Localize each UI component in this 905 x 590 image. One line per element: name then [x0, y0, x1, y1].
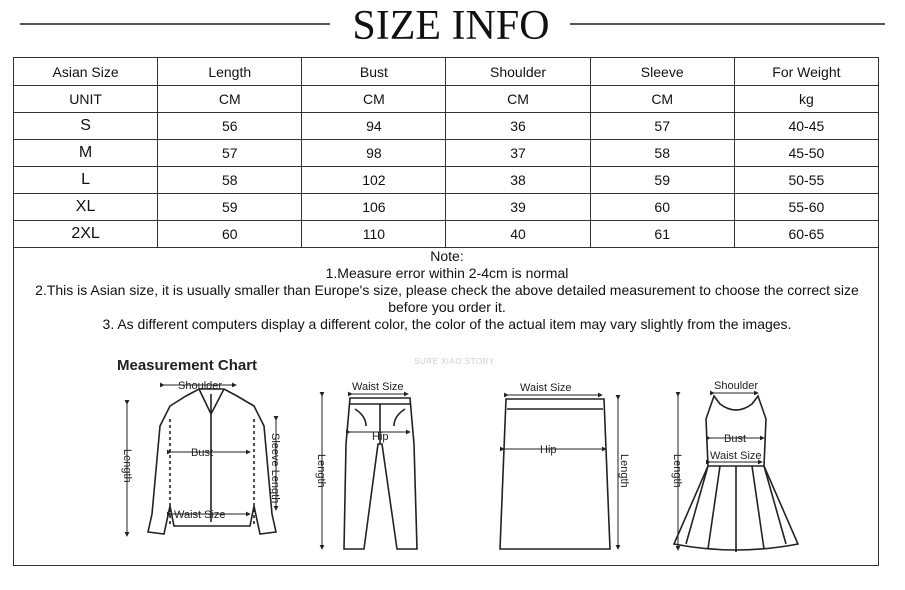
header-cell: Asian Size	[14, 58, 158, 86]
table-cell: 59	[158, 194, 302, 221]
table-cell: 60-65	[734, 221, 878, 248]
shirt-length-label: Length	[121, 449, 133, 483]
header-cell: Shoulder	[446, 58, 590, 86]
table-cell: 55-60	[734, 194, 878, 221]
pants-diagram	[344, 398, 417, 549]
table-cell: 60	[590, 194, 734, 221]
watermark: SURE XIAO STORY	[414, 357, 495, 366]
header-cell: For Weight	[734, 58, 878, 86]
table-cell: 94	[302, 113, 446, 140]
size-cell: M	[14, 140, 158, 167]
unit-cell: UNIT	[14, 86, 158, 113]
table-cell: 59	[590, 167, 734, 194]
table-cell: 102	[302, 167, 446, 194]
table-cell: 40	[446, 221, 590, 248]
table-cell: 98	[302, 140, 446, 167]
unit-cell: CM	[446, 86, 590, 113]
measurement-diagrams	[14, 244, 878, 564]
table-row	[14, 140, 879, 167]
size-table	[13, 57, 879, 248]
table-row	[14, 113, 879, 140]
unit-row	[14, 86, 879, 113]
skirt-diagram	[500, 399, 610, 549]
shirt-shoulder-label: Shoulder	[178, 380, 223, 392]
unit-cell: kg	[734, 86, 878, 113]
size-cell: 2XL	[14, 221, 158, 248]
dress-shoulder-label: Shoulder	[714, 380, 759, 392]
unit-cell: CM	[158, 86, 302, 113]
table-cell: 110	[302, 221, 446, 248]
table-cell: 58	[158, 167, 302, 194]
shirt-waist-label: Waist Size	[174, 509, 226, 521]
size-cell: S	[14, 113, 158, 140]
pants-waist-label: Waist Size	[352, 381, 404, 393]
unit-cell: CM	[590, 86, 734, 113]
measurement-chart-title: Measurement Chart	[117, 357, 258, 374]
table-cell: 61	[590, 221, 734, 248]
pants-hip-label: Hip	[372, 431, 389, 443]
shirt-sleeve-label: Sleeve Length	[269, 433, 281, 504]
dress-bust-label: Bust	[724, 433, 747, 445]
dress-length-label: Length	[671, 454, 683, 488]
table-cell: 57	[158, 140, 302, 167]
table-row	[14, 167, 879, 194]
table-cell: 56	[158, 113, 302, 140]
table-cell: 50-55	[734, 167, 878, 194]
skirt-waist-label: Waist Size	[520, 382, 572, 394]
header-cell: Length	[158, 58, 302, 86]
skirt-measure-lines	[504, 395, 618, 549]
table-row	[14, 194, 879, 221]
size-cell: XL	[14, 194, 158, 221]
title-divider-right	[570, 23, 885, 25]
page-title: SIZE INFO	[352, 3, 550, 49]
notes-panel	[13, 244, 879, 566]
header-row	[14, 58, 879, 86]
note-line-2: 2.This is Asian size, it is usually smaller than Europe's size, please check the above detailed measurement to choose the correct size before you order it.	[35, 282, 859, 315]
table-cell: 45-50	[734, 140, 878, 167]
table-cell: 58	[590, 140, 734, 167]
header-cell: Bust	[302, 58, 446, 86]
dress-diagram	[674, 396, 798, 552]
header-cell: Sleeve	[590, 58, 734, 86]
skirt-length-label: Length	[618, 454, 630, 488]
size-cell: L	[14, 167, 158, 194]
table-cell: 60	[158, 221, 302, 248]
table-cell: 106	[302, 194, 446, 221]
table-cell: 40-45	[734, 113, 878, 140]
title-divider-left	[20, 23, 330, 25]
skirt-hip-label: Hip	[540, 444, 557, 456]
note-line-3: 3. As different computers display a different color, the color of the actual item may vary slightly from the images.	[102, 316, 792, 332]
note-line-1: 1.Measure error within 2-4cm is normal	[325, 265, 569, 281]
dress-waist-label: Waist Size	[710, 450, 762, 462]
table-cell: 36	[446, 113, 590, 140]
table-cell: 38	[446, 167, 590, 194]
table-cell: 39	[446, 194, 590, 221]
title-bar	[0, 0, 905, 52]
pants-length-label: Length	[315, 454, 327, 488]
notes-heading: Note:	[430, 248, 464, 264]
shirt-bust-label: Bust	[191, 447, 214, 459]
table-cell: 57	[590, 113, 734, 140]
table-cell: 37	[446, 140, 590, 167]
unit-cell: CM	[302, 86, 446, 113]
